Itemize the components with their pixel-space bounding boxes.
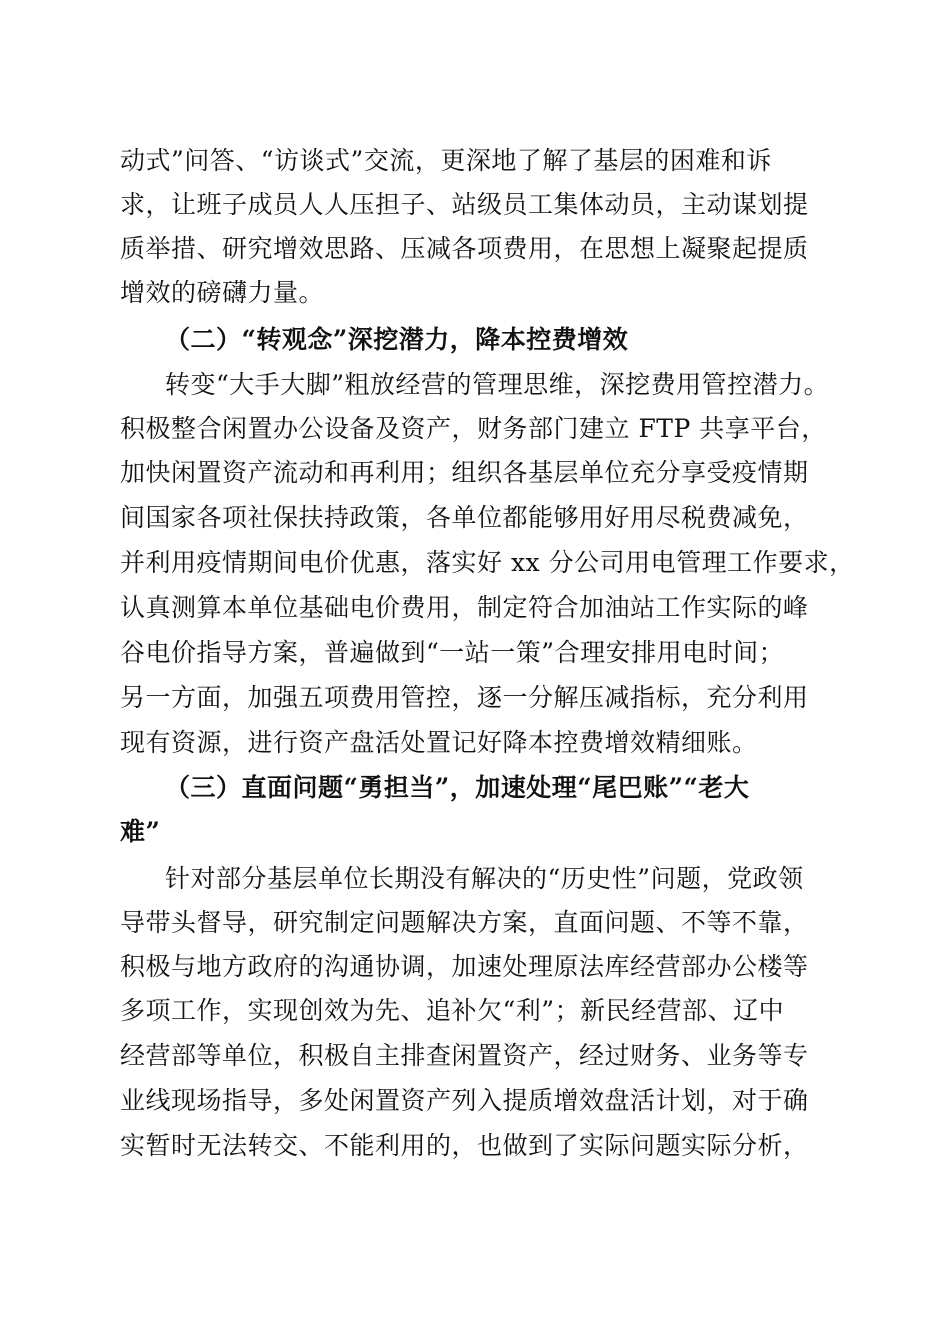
paragraph-1-line-2: 求，让班子成员人人压担子、站级员工集体动员，主动谋划提 <box>120 190 809 219</box>
paragraph-3-line-5: 经营部等单位，积极自主排查闲置资产，经过财务、业务等专 <box>120 1041 809 1070</box>
section-heading-3-line-1: （三）直面问题“勇担当”，加速处理“尾巴账”“老大 <box>165 773 750 802</box>
paragraph-3-line-7: 实暂时无法转交、不能利用的，也做到了实际问题实际分析， <box>120 1131 809 1160</box>
paragraph-1-line-1: 动式”问答、“访谈式”交流，更深地了解了基层的困难和诉 <box>120 146 772 175</box>
paragraph-2-line-6: 认真测算本单位基础电价费用，制定符合加油站工作实际的峰 <box>120 593 809 622</box>
paragraph-1-line-4: 增效的磅礴力量。 <box>120 278 325 307</box>
paragraph-2-line-1: 转变“大手大脚”粗放经营的管理思维，深挖费用管控潜力。 <box>165 370 830 399</box>
paragraph-2-line-8: 另一方面，加强五项费用管控，逐一分解压减指标，充分利用 <box>120 683 809 712</box>
paragraph-2-line-2: 积极整合闲置办公设备及资产，财务部门建立 FTP 共享平台， <box>120 414 827 443</box>
paragraph-3-line-2: 导带头督导，研究制定问题解决方案，直面问题、不等不靠， <box>120 908 809 937</box>
paragraph-2-line-5: 并利用疫情期间电价优惠，落实好 xx 分公司用电管理工作要求， <box>120 548 855 577</box>
paragraph-3-line-3: 积极与地方政府的沟通协调，加速处理原法库经营部办公楼等 <box>120 952 809 981</box>
paragraph-2-line-9: 现有资源，进行资产盘活处置记好降本控费增效精细账。 <box>120 728 758 757</box>
paragraph-2-line-7: 谷电价指导方案，普遍做到“一站一策”合理安排用电时间； <box>120 638 785 667</box>
paragraph-2-line-3: 加快闲置资产流动和再利用；组织各基层单位充分享受疫情期 <box>120 458 809 487</box>
paragraph-3-line-1: 针对部分基层单位长期没有解决的“历史性”问题，党政领 <box>165 864 804 893</box>
section-heading-3-line-2: 难” <box>120 817 161 846</box>
paragraph-2-line-4: 间国家各项社保扶持政策，各单位都能够用好用尽税费减免， <box>120 503 809 532</box>
section-heading-2: （二）“转观念”深挖潜力，降本控费增效 <box>165 325 629 354</box>
paragraph-3-line-6: 业线现场指导，多处闲置资产列入提质增效盘活计划，对于确 <box>120 1086 809 1115</box>
paragraph-3-line-4: 多项工作，实现创效为先、追补欠“利”；新民经营部、辽中 <box>120 996 785 1025</box>
paragraph-1-line-3: 质举措、研究增效思路、压减各项费用，在思想上凝聚起提质 <box>120 234 809 263</box>
